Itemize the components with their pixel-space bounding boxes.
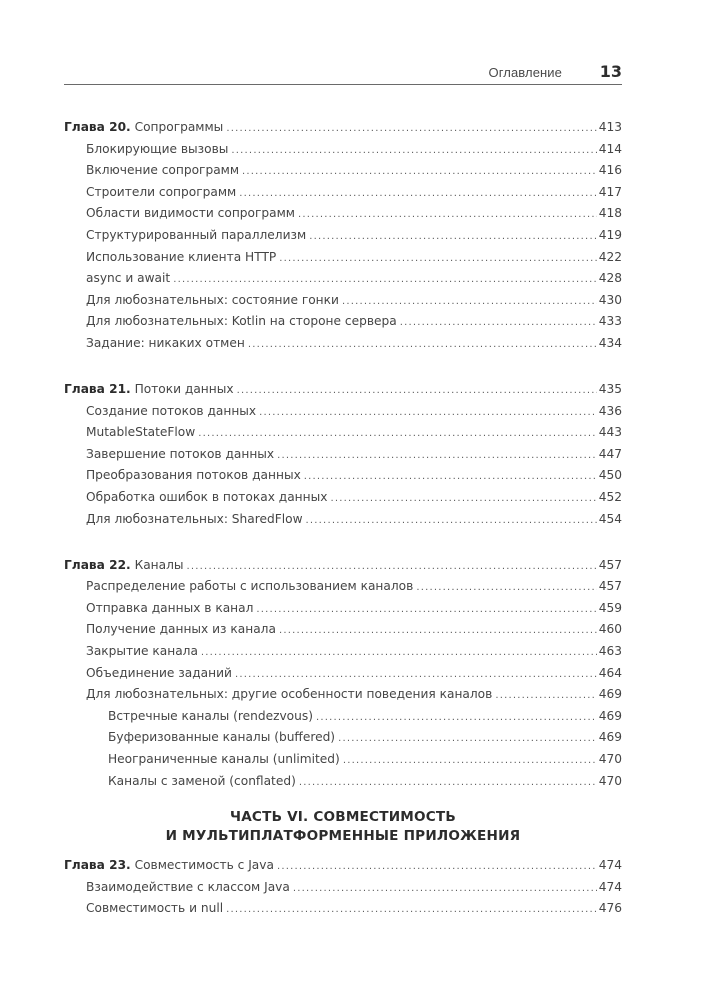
toc-section-entry[interactable] [64,465,622,487]
toc-section-entry[interactable] [64,576,622,598]
section-title: Для любознательных: состояние гонки [86,292,339,307]
toc-entry-label [108,727,335,749]
dot-leader [256,599,596,620]
chapter-prefix: Глава 23. [64,858,131,873]
toc-section-entry[interactable] [64,247,622,269]
dot-leader [237,380,597,401]
toc-entry-label [86,487,327,509]
dot-leader [330,488,596,509]
toc-section-entry[interactable] [64,663,622,685]
toc-entry-label [86,182,236,204]
toc-subsubsection-entry[interactable] [64,749,622,771]
section-title: Преобразования потоков данных [86,468,301,483]
section-title: Совместимость и null [86,901,224,916]
toc-section-entry[interactable] [64,290,622,312]
page-ref: 457 [598,579,622,594]
section-title: Создание потоков данных [86,403,257,418]
dot-leader [306,510,597,531]
section-title: async и await [86,271,171,286]
toc-chapter-entry[interactable] [64,555,622,577]
section-title: MutableStateFlow [86,425,196,440]
page-ref: 447 [598,446,622,461]
chapter-block [64,555,622,793]
toc-entry-label [86,444,274,466]
page-ref: 443 [598,425,622,440]
running-head [64,62,622,85]
page-ref: 450 [598,468,622,483]
toc-entry-label [86,268,170,290]
dot-leader [495,685,596,706]
page-ref: 422 [598,249,622,264]
page-ref: 428 [598,271,622,286]
toc-entry-label [64,117,223,139]
dot-leader [342,291,597,312]
section-title: Блокирующие вызовы [86,141,229,156]
toc-entry-label [86,684,492,706]
section-title: Строители сопрограмм [86,184,237,199]
section-title: Неограниченные каналы (unlimited) [108,752,340,767]
section-title: Объединение заданий [86,665,232,680]
section-title: Буферизованные каналы (buffered) [108,730,336,745]
toc-entry-label [86,598,253,620]
page-ref: 414 [598,141,622,156]
chapter-block [64,379,622,530]
toc-entry-label [86,401,256,423]
dot-leader [201,642,597,663]
section-title: Отправка данных в канал [86,600,254,615]
dot-leader [242,161,597,182]
toc-section-entry[interactable] [64,160,622,182]
dot-leader [299,772,597,793]
page-ref: 474 [598,879,622,894]
chapter-title: Сопрограммы [134,120,224,134]
toc-section-entry[interactable] [64,487,622,509]
page-ref: 470 [598,752,622,767]
toc-chapter-entry[interactable] [64,117,622,139]
dot-leader [198,423,597,444]
section-title: Обработка ошибок в потоках данных [86,490,328,504]
page-ref: 433 [598,314,622,329]
page-ref: 469 [598,730,622,745]
page-ref: 463 [598,644,622,659]
toc-chapter-entry[interactable] [64,855,622,877]
chapter-title: Потоки данных [134,382,234,397]
toc-entry-label [64,555,184,577]
dot-leader [416,577,596,598]
chapter-gap [64,530,622,555]
toc-entry-label [86,225,306,247]
page-ref: 459 [598,600,622,615]
toc-section-entry[interactable] [64,139,622,161]
dot-leader [400,312,597,333]
toc-entry-label [86,311,397,333]
page-ref: 469 [598,687,622,702]
page-ref: 418 [598,206,622,221]
section-title: Распределение работы с использованием каналов [86,579,414,594]
chapter-block [64,117,622,355]
dot-leader [279,248,597,269]
section-title: Взаимодействие с классом Java [86,879,290,894]
dot-leader [173,269,597,290]
page-ref: 476 [598,901,622,916]
toc-entry-label [86,422,195,444]
dot-leader [338,728,597,749]
toc-section-entry[interactable] [64,203,622,225]
toc-section-entry[interactable] [64,877,622,899]
chapter-block [64,855,622,920]
toc-section-entry[interactable] [64,401,622,423]
toc-section-entry[interactable] [64,444,622,466]
dot-leader [309,226,597,247]
page-ref: 457 [598,557,622,572]
chapter-prefix: Глава 21. [64,382,131,397]
toc-entry-label [86,139,228,161]
toc-entry-label [64,379,234,401]
toc-section-entry[interactable] [64,641,622,663]
dot-leader [226,899,597,920]
toc-subsubsection-entry[interactable] [64,771,622,793]
toc-section-entry[interactable] [64,422,622,444]
toc-entry-label [86,641,198,663]
page-number: 13 [599,62,622,81]
toc-entry-label [86,509,303,531]
dot-leader [187,556,597,577]
chapter-prefix: Глава 22. [64,557,131,572]
page-ref: 416 [598,163,622,178]
toc-entry-label [86,576,413,598]
toc-section-entry[interactable] [64,182,622,204]
page-ref: 470 [598,773,622,788]
running-head-title: Оглавление [488,65,562,80]
section-title: Для любознательных: другие особенности поведения каналов [86,687,493,702]
page-ref: 452 [598,490,622,504]
page-ref: 474 [598,858,622,873]
page-ref: 417 [598,184,622,199]
section-title: Для любознательных: SharedFlow [86,511,303,526]
toc-entry-label [86,333,245,355]
toc-entry-label [108,749,340,771]
dot-leader [248,334,597,355]
part-heading-line-1: ЧАСТЬ VI. СОВМЕСТИМОСТЬ [230,809,456,826]
section-title: Каналы с заменой (conflated) [108,773,296,788]
page-ref: 454 [598,511,622,526]
part-heading-line-2: И МУЛЬТИПЛАТФОРМЕННЫЕ ПРИЛОЖЕНИЯ [165,828,521,845]
toc-entry-label [108,706,313,728]
toc-entry-label [86,898,223,920]
dot-leader [231,140,596,161]
toc-entry-label [86,877,290,899]
section-title: Включение сопрограмм [86,163,240,178]
section-title: Получение данных из канала [86,622,276,637]
page-ref: 436 [598,403,622,418]
page-ref: 460 [598,622,622,637]
section-title: Закрытие канала [86,644,198,659]
toc-subsubsection-entry[interactable] [64,706,622,728]
toc-entry-label [86,465,301,487]
dot-leader [304,466,597,487]
dot-leader [298,204,597,225]
toc-entry-label [86,619,276,641]
dot-leader [277,856,597,877]
dot-leader [343,750,597,771]
section-title: Задание: никаких отмен [86,335,245,350]
chapter-gap [64,355,622,380]
toc-section-entry[interactable] [64,509,622,531]
section-title: Для любознательных: Kotlin на стороне сервера [86,314,397,329]
dot-leader [239,183,597,204]
section-title: Области видимости сопрограмм [86,206,295,221]
toc-entry-label [86,160,239,182]
page-ref: 430 [598,292,622,307]
toc-section-entry[interactable] [64,684,622,706]
toc-chapter-entry[interactable] [64,379,622,401]
toc-entry-label [108,771,296,793]
page-ref: 469 [598,708,622,723]
dot-leader [293,878,597,899]
part-heading [64,808,622,846]
dot-leader [235,664,597,685]
dot-leader [316,707,597,728]
toc-section-entry[interactable] [64,311,622,333]
chapter-title: Каналы [134,557,184,572]
chapter-prefix: Глава 20. [64,120,131,134]
toc-section-entry[interactable] [64,598,622,620]
page-ref: 464 [598,665,622,680]
toc-section-entry[interactable] [64,225,622,247]
section-title: Завершение потоков данных [86,446,275,461]
toc-entry-label [64,855,274,877]
toc-section-entry[interactable] [64,333,622,355]
toc-entry-label [86,203,295,225]
toc-section-entry[interactable] [64,268,622,290]
toc-subsubsection-entry[interactable] [64,727,622,749]
toc-entry-label [86,290,339,312]
table-of-contents [64,117,622,920]
chapter-title: Совместимость с Java [134,858,274,873]
section-title: Встречные каналы (rendezvous) [108,708,313,723]
toc-entry-label [86,247,276,269]
page-ref: 435 [598,382,622,397]
toc-entry-label [86,663,232,685]
page-ref: 434 [598,335,622,350]
dot-leader [279,620,597,641]
dot-leader [259,402,597,423]
dot-leader [277,445,597,466]
section-title: Структурированный параллелизм [86,227,307,242]
toc-section-entry[interactable] [64,619,622,641]
section-title: Использование клиента HTTP [86,249,277,264]
page-ref: 419 [598,227,622,242]
toc-section-entry[interactable] [64,898,622,920]
page-ref: 413 [598,120,622,134]
dot-leader [226,118,596,139]
